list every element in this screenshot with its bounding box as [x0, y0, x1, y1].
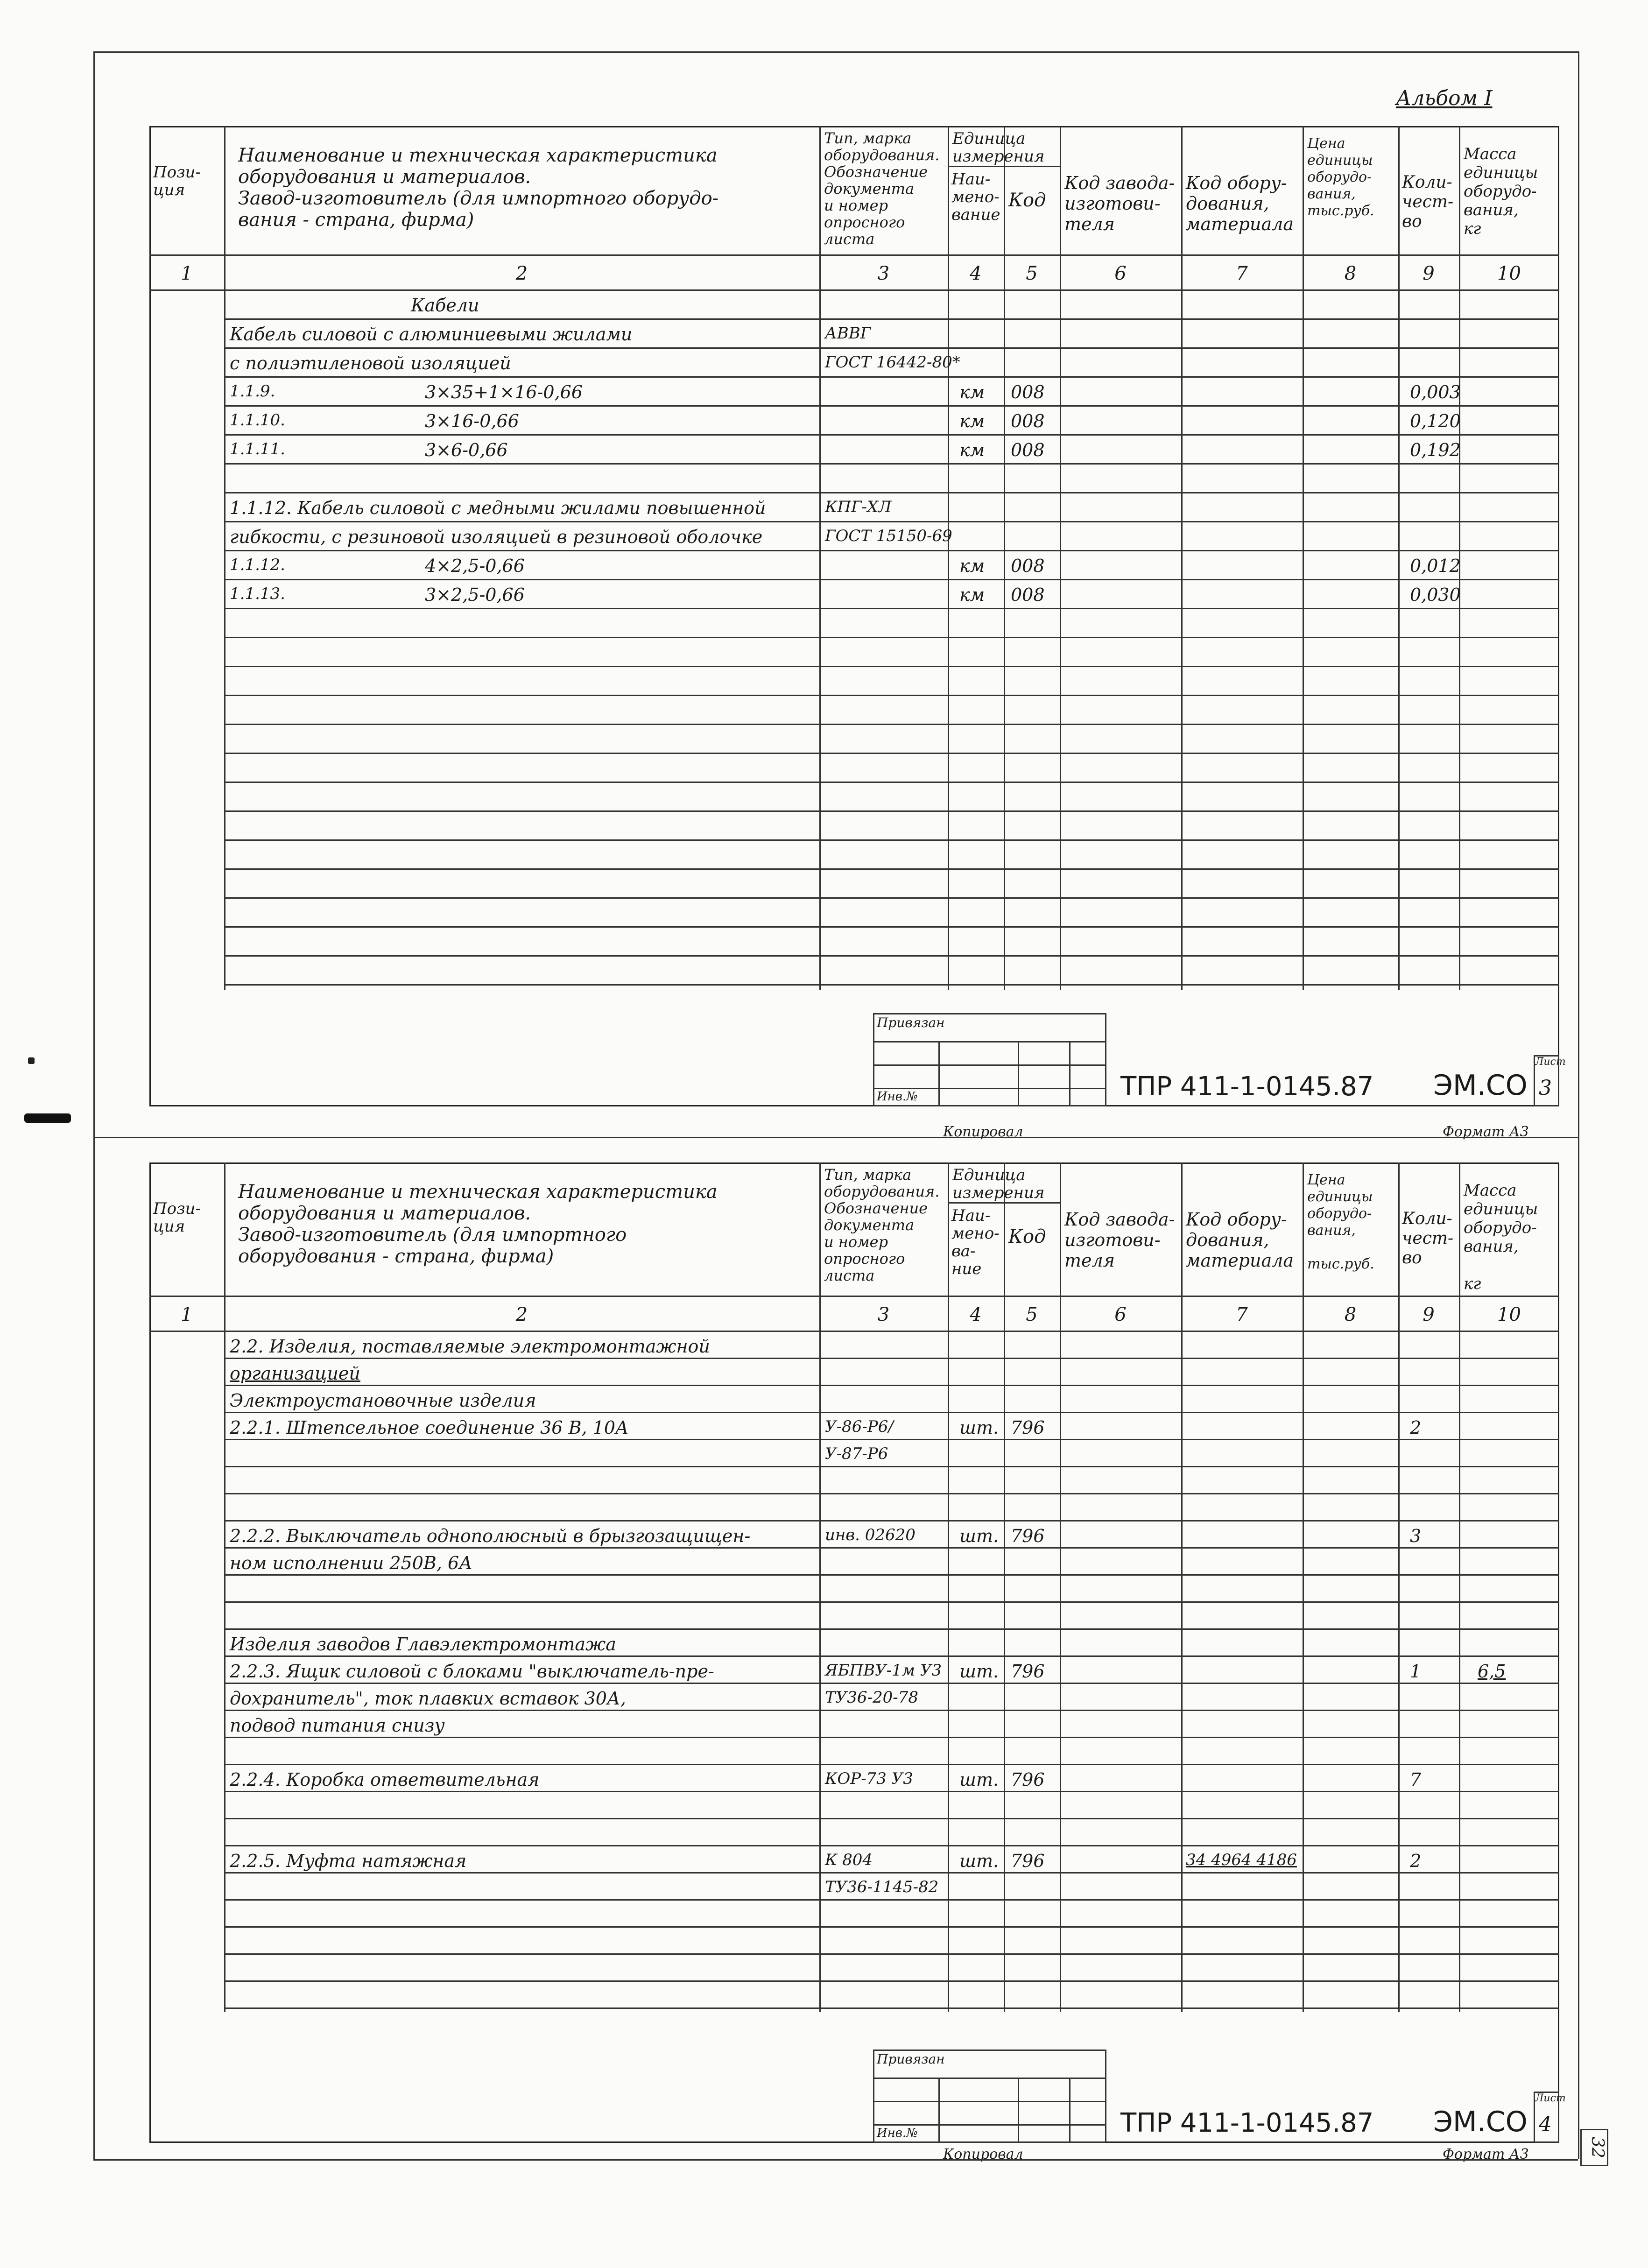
sheet4-row-unit: шт. [959, 1661, 999, 1682]
sheet4-row-type: У-86-Р6/ [825, 1417, 894, 1436]
sheet4-row-name: подвод питания снизу [230, 1715, 445, 1736]
sheet4-column-number-3: 3 [877, 1304, 890, 1325]
sheet4-row-type: ТУ36-20-78 [825, 1688, 919, 1707]
sheet4-row-quantity: 3 [1410, 1526, 1422, 1546]
sheet3-column-number-8: 8 [1344, 263, 1357, 284]
sheet4-header-name: Наименование и техническая характеристика оборудования и материалов. Завод-изготовитель (для импортного оборудования - страна, фирма) [238, 1181, 718, 1267]
sheet4-row-unit: шт. [959, 1769, 999, 1790]
sheet4-row-unit-code: 796 [1011, 1417, 1045, 1438]
sheet3-row-line [224, 955, 1559, 957]
album-label: Альбом I [1396, 86, 1493, 110]
sheet4-row-line [224, 1412, 1559, 1413]
sheet4-row-line [224, 1493, 1559, 1494]
sheet3-stamp-vline [1069, 1041, 1070, 1106]
sheet4-header-unit: Единица измерения [952, 1166, 1045, 1202]
sheet3-row-line [224, 724, 1559, 725]
sheet4-document-code: ТПР 411-1-0145.87 [1120, 2108, 1374, 2138]
sheet4-stamp-vline [938, 2078, 940, 2143]
sheet3-column-number-1: 1 [181, 263, 193, 284]
sheet3-stamp-binding-label: Привязан [877, 1015, 945, 1030]
sheet4-column-number-4: 4 [970, 1304, 982, 1325]
sheet4-stamp-vline [1069, 2078, 1070, 2143]
sheet3-row-line [224, 318, 1559, 320]
sheet3-row-line [224, 405, 1559, 407]
margin-mark-bar [24, 1113, 71, 1123]
sheet3-row-line [224, 550, 1559, 551]
sheet3-row-line [224, 782, 1559, 783]
sheet4-column-number-2: 2 [515, 1304, 528, 1325]
sheet3-row-line [224, 434, 1559, 436]
sheet3-row-line [224, 753, 1559, 754]
sheet3-header-name: Наименование и техническая характеристика оборудования и материалов. Завод-изготовитель (для импортного оборудо- вания - страна, фирма) [238, 145, 719, 231]
sheet3-row-line [224, 608, 1559, 609]
sheet3-column-number-10: 10 [1497, 263, 1521, 284]
sheet3-row-name: гибкости, с резиновой изоляцией в резиновой оболочке [230, 527, 763, 547]
sheet3-row-line [224, 463, 1559, 465]
sheet4-header-quantity: Коли- чест- во [1402, 1209, 1454, 1268]
sheet4-header-mass: Масса единицы оборудо- вания, кг [1464, 1181, 1538, 1293]
sheet3-row-unit: км [959, 440, 985, 460]
sheet3-sheet-label: Лист [1535, 1056, 1566, 1068]
sheet4-row-name: ном исполнении 250В, 6А [230, 1553, 472, 1573]
sheet3-column-number-7: 7 [1236, 263, 1248, 284]
sheet3-header-unit: Единица измерения [952, 129, 1045, 166]
sheet4-row-quantity: 7 [1410, 1769, 1422, 1790]
sheet4-row-line [224, 1980, 1559, 1982]
sheet4-row-type: инв. 02620 [825, 1526, 916, 1544]
sheet4-stamp-inventory: Инв.№ [877, 2126, 918, 2140]
sheet4-column-number-9: 9 [1423, 1304, 1435, 1325]
sheet4-row-line [224, 1818, 1559, 1819]
sheet4-row-line [224, 1737, 1559, 1738]
sheet3-header-unit-code: Код [1008, 190, 1046, 211]
sheet3-column-number-9: 9 [1423, 263, 1435, 284]
sheet4-col-divider-6 [1181, 1162, 1183, 2012]
sheet3-row-line [224, 897, 1559, 899]
sheet3-row-item-number: 1.1.13. [230, 585, 285, 603]
sheet3-header-equipment-code: Код обору- дования, материала [1186, 173, 1294, 234]
sheet4-copied-by: Копировал [943, 2146, 1023, 2162]
sheet4-row-unit-code: 796 [1011, 1661, 1045, 1682]
sheet4-row-name: 2.2. Изделия, поставляемые электромонтажной [230, 1336, 710, 1357]
sheet4-row-line [224, 1628, 1559, 1630]
sheet4-row-equipment-code: 34 4964 4186 [1186, 1851, 1297, 1869]
sheet3-row-item-number: 1.1.12. [230, 556, 285, 574]
sheet3-header-type: Тип, марка оборудования. Обозначение документа и номер опросного листа [824, 129, 940, 248]
sheet4-row-line [224, 1547, 1559, 1549]
sheet4-row-type: ТУ36-1145-82 [825, 1878, 939, 1896]
sheet3-header-quantity: Коли- чест- во [1402, 173, 1454, 231]
sheet3-row-unit: км [959, 411, 985, 431]
sheet3-row-line [224, 347, 1559, 349]
sheet4-row-line [224, 1466, 1559, 1467]
sheet4-column-number-5: 5 [1026, 1304, 1038, 1325]
sheet3-stamp-vline [1018, 1041, 1019, 1106]
sheet4-col-divider-8 [1398, 1162, 1400, 2012]
sheet4-row-name: 2.2.3. Ящик силовой с блоками "выключатель-пре- [230, 1661, 714, 1682]
sheet4-row-unit-code: 796 [1011, 1851, 1045, 1871]
sheet4-stamp-line [873, 2078, 1106, 2079]
sheet3-row-unit: км [959, 585, 985, 605]
sheet4-header-bottom [149, 1296, 1559, 1297]
sheet4-row-line [224, 1926, 1559, 1928]
sheet4-header-type: Тип, марка оборудования. Обозначение документа и номер опросного листа [824, 1166, 940, 1284]
sheet4-header-equipment-code: Код обору- дования, материала [1186, 1209, 1294, 1271]
sheet4-unit-split [948, 1202, 1060, 1204]
left-border-line [93, 51, 95, 2159]
sheet4-header-position: Пози- ция [153, 1199, 201, 1236]
sheet3-row-item-number: 1.1.9. [230, 382, 275, 401]
sheet3-header-price: Цена единицы оборудо- вания, тыс.руб. [1307, 135, 1374, 219]
sheet3-copied-by: Копировал [943, 1124, 1023, 1140]
sheet3-header-position: Пози- ция [153, 163, 201, 199]
sheet4-row-type: У-87-Р6 [825, 1444, 888, 1463]
margin-mark-small [28, 1057, 35, 1064]
sheet3-header-factory-code: Код завода- изготови- теля [1064, 173, 1175, 234]
sheet4-row-line [224, 1845, 1559, 1846]
sheet4-col-divider-5 [1060, 1162, 1061, 2012]
sheet3-row-unit-code: 008 [1011, 556, 1045, 576]
sheet4-column-number-8: 8 [1344, 1304, 1357, 1325]
sheet3-row-line [224, 868, 1559, 870]
sheet3-row-line [224, 839, 1559, 841]
sheet4-row-line [224, 1358, 1559, 1359]
sheet3-row-type: ГОСТ 16442-80* [825, 353, 960, 372]
sheet3-stamp-line [873, 1041, 1106, 1042]
sheet3-row-unit-code: 008 [1011, 382, 1045, 402]
sheet4-row-line [224, 1764, 1559, 1765]
sheet4-col-divider-9 [1459, 1162, 1460, 2012]
sheet3-row-unit: км [959, 382, 985, 402]
sheet3-document-code: ТПР 411-1-0145.87 [1120, 1071, 1374, 1102]
sheet3-unit-split [948, 166, 1060, 167]
sheet3-sheet-number: 3 [1539, 1076, 1552, 1100]
sheet4-stamp-line [873, 2124, 1106, 2126]
sheet4-row-name: дохранитель", ток плавких вставок 30А, [230, 1688, 626, 1709]
sheet3-stamp-vline [938, 1041, 940, 1106]
sheet3-row-line [224, 492, 1559, 493]
sheet4-row-unit: шт. [959, 1526, 999, 1546]
sheet3-stamp-inventory: Инв.№ [877, 1090, 918, 1104]
sheet3-row-line [224, 376, 1559, 378]
top-border-line [93, 51, 1578, 53]
sheet3-row-unit-code: 008 [1011, 585, 1045, 605]
sheet4-row-unit-code: 796 [1011, 1769, 1045, 1790]
sheet3-row-line [224, 810, 1559, 812]
sheet4-col-divider-1 [224, 1162, 225, 2012]
sheet4-row-unit: шт. [959, 1417, 999, 1438]
sheet3-document-type: ЭМ.СО [1433, 1069, 1528, 1102]
sheet3-row-name: Кабель силовой с алюминиевыми жилами [230, 324, 633, 345]
sheet4-row-line [224, 1683, 1559, 1684]
sheet4-row-line [224, 1899, 1559, 1901]
sheet4-row-name: Электроустановочные изделия [230, 1390, 536, 1411]
sheet3-row-quantity: 0,012 [1410, 556, 1461, 576]
sheet3-row-line [224, 666, 1559, 667]
sheet4-column-number-7: 7 [1236, 1304, 1248, 1325]
sheet4-row-name: 2.2.5. Муфта натяжная [230, 1851, 467, 1871]
sheet4-row-line [224, 1791, 1559, 1792]
sheet3-row-quantity: 0,003 [1410, 382, 1461, 402]
sheet4-header-unit-code: Код [1008, 1226, 1046, 1247]
sheet3-row-type: АВВГ [825, 324, 871, 343]
sheet4-row-line [224, 1574, 1559, 1576]
sheet4-header-unit-name: Наи- мено- ва- ние [951, 1206, 1000, 1278]
sheet3-row-line [224, 579, 1559, 580]
sheet3-row-item-number: 1.1.10. [230, 411, 285, 430]
sheet4-row-type: К 804 [825, 1851, 873, 1869]
sheet4-col-divider-3 [948, 1162, 949, 2012]
sheet3-row-line [224, 695, 1559, 696]
sheet4-col-divider-4 [1004, 1162, 1005, 2012]
sheet3-row-unit-code: 008 [1011, 440, 1045, 460]
sheet4-row-name: 2.2.1. Штепсельное соединение 36 В, 10А [230, 1417, 629, 1438]
sheet3-header-bottom [149, 254, 1559, 256]
sheet3-column-number-5: 5 [1026, 263, 1038, 284]
sheet4-row-line [224, 1385, 1559, 1386]
side-page-number: 32 [1580, 2129, 1608, 2166]
sheet3-row-type: ГОСТ 15150-69 [825, 527, 952, 545]
sheet3-format: Формат А3 [1443, 1124, 1529, 1140]
sheet3-row-line [224, 637, 1559, 638]
sheet3-header-unit-name: Наи- мено- вание [951, 170, 1000, 224]
sheet3-row-quantity: 0,030 [1410, 585, 1461, 605]
sheet4-row-name: 2.2.4. Коробка ответвительная [230, 1769, 540, 1790]
sheet4-row-unit: шт. [959, 1851, 999, 1871]
sheet4-row-line [224, 1872, 1559, 1874]
sheet3-row-line [224, 984, 1559, 986]
sheet4-row-quantity: 2 [1410, 1417, 1422, 1438]
sheet4-row-name: организацией [230, 1363, 360, 1384]
sheet4-row-mass: 6,5 [1478, 1661, 1506, 1682]
sheet4-header-factory-code: Код завода- изготови- теля [1064, 1209, 1175, 1271]
sheet3-column-number-2: 2 [515, 263, 528, 284]
sheet4-col-divider-2 [819, 1162, 821, 2012]
sheet4-column-number-6: 6 [1114, 1304, 1127, 1325]
sheet3-row-name: Кабели [411, 295, 479, 316]
sheet3-row-spec: 3×6-0,66 [425, 440, 508, 460]
sheet4-sheet-label: Лист [1535, 2092, 1566, 2104]
sheet3-column-number-3: 3 [877, 263, 890, 284]
sheet4-format: Формат А3 [1443, 2146, 1529, 2162]
sheet3-row-line [224, 521, 1559, 522]
sheet4-row-quantity: 1 [1410, 1661, 1422, 1682]
sheet4-row-line [224, 1439, 1559, 1440]
sheet3-row-item-number: 1.1.11. [230, 440, 285, 458]
sheet4-row-line [224, 1655, 1559, 1657]
sheet4-column-number-1: 1 [181, 1304, 193, 1325]
sheet4-row-line [224, 1710, 1559, 1711]
sheet3-row-line [224, 926, 1559, 928]
right-border-line [1578, 51, 1579, 2159]
sheet3-row-spec: 3×2,5-0,66 [425, 585, 525, 605]
sheet3-row-name: с полиэтиленовой изоляцией [230, 353, 511, 373]
sheet3-stamp-line [873, 1064, 1106, 1066]
sheet4-sheet-number: 4 [1539, 2113, 1552, 2136]
sheet4-numbers-bottom [149, 1331, 1559, 1332]
sheet3-row-quantity: 0,120 [1410, 411, 1461, 431]
sheet3-row-spec: 3×16-0,66 [425, 411, 519, 431]
sheet3-bottom-border [93, 1137, 1578, 1138]
sheet3-row-spec: 3×35+1×16-0,66 [425, 382, 583, 402]
sheet4-row-type: КОР-73 У3 [825, 1769, 913, 1788]
sheet3-row-spec: 4×2,5-0,66 [425, 556, 525, 576]
sheet3-row-quantity: 0,192 [1410, 440, 1461, 460]
sheet4-document-type: ЭМ.СО [1433, 2106, 1528, 2138]
sheet4-row-type: ЯБПВУ-1м У3 [825, 1661, 942, 1680]
sheet4-column-number-10: 10 [1497, 1304, 1521, 1325]
sheet4-header-price: Цена единицы оборудо- вания, тыс.руб. [1307, 1172, 1374, 1272]
sheet3-row-unit-code: 008 [1011, 411, 1045, 431]
sheet4-row-unit-code: 796 [1011, 1526, 1045, 1546]
sheet3-column-number-4: 4 [970, 263, 982, 284]
sheet4-row-line [224, 1520, 1559, 1521]
sheet3-row-type: КПГ-ХЛ [825, 498, 892, 516]
sheet3-stamp-line [873, 1088, 1106, 1089]
sheet3-row-unit: км [959, 556, 985, 576]
sheet3-row-name: 1.1.12. Кабель силовой с медными жилами повышенной [230, 498, 766, 518]
sheet4-row-quantity: 2 [1410, 1851, 1422, 1871]
sheet4-row-line [224, 2007, 1559, 2009]
sheet4-col-divider-7 [1303, 1162, 1304, 2012]
sheet3-numbers-bottom [149, 289, 1559, 291]
sheet4-row-name: Изделия заводов Главэлектромонтажа [230, 1634, 616, 1655]
sheet4-stamp-line [873, 2101, 1106, 2102]
sheet4-stamp-vline [1018, 2078, 1019, 2143]
sheet4-row-line [224, 1953, 1559, 1955]
sheet3-column-number-6: 6 [1114, 263, 1127, 284]
sheet4-stamp-binding-label: Привязан [877, 2051, 945, 2067]
sheet4-row-line [224, 1601, 1559, 1603]
sheet4-row-name: 2.2.2. Выключатель однополюсный в брызгозащищен- [230, 1526, 751, 1546]
sheet4-bottom-border [93, 2159, 1578, 2161]
sheet3-header-mass: Масса единицы оборудо- вания, кг [1464, 145, 1538, 238]
